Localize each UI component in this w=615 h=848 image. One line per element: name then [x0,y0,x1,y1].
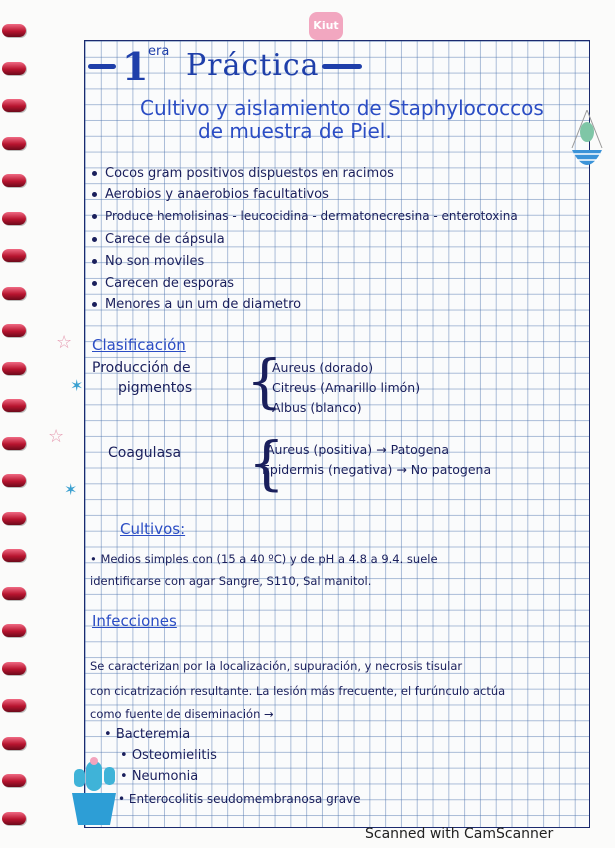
spiral-ring [2,624,26,637]
brand-logo: Kiut [309,12,343,40]
spiral-ring [2,812,26,825]
spiral-ring [2,774,26,787]
spiral-ring [2,512,26,525]
title-number: 1 [122,44,149,89]
hanging-plant-sticker [566,110,608,180]
feature-item: Menores a un um de diametro [92,297,301,312]
coag-item: Epidermis (negativa) → No patogena [262,462,492,477]
heading-cultivos: Cultivos: [120,520,186,538]
feature-item: Cocos gram positivos dispuestos en racimos [92,166,394,181]
star-icon: ☆ [56,332,73,353]
infeccion-item: • Osteomielitis [120,748,217,763]
page-title: Práctica [186,48,320,83]
pigment-label-1: Producción de [92,360,191,376]
subtitle-line-2: de muestra de Piel. [198,119,392,143]
pigment-item: Aureus (dorado) [272,360,374,375]
spiral-ring [2,24,26,37]
infeccion-item: • Neumonia [120,769,199,784]
feature-item: Carecen de esporas [92,276,234,291]
spiral-ring [2,549,26,562]
heading-clasificacion: Clasificación [92,336,186,354]
infeccion-item: • Bacteremia [104,727,191,742]
spiral-ring [2,249,26,262]
subtitle-line-1: Cultivo y aislamiento de Staphylococcos [140,96,544,120]
spiral-binding [0,0,40,848]
infecciones-line-1: Se caracterizan por la localización, supuración, y necrosis tisular [90,659,463,673]
spiral-ring [2,587,26,600]
title-underline-left [88,64,116,69]
star-icon: ☆ [48,426,65,447]
spiral-ring [2,287,26,300]
pigment-item: Citreus (Amarillo limón) [272,380,421,395]
infeccion-item: • Enterocolitis seudomembranosa grave [118,792,361,806]
coag-item: Aureus (positiva) → Patogena [266,442,450,457]
spiral-ring [2,737,26,750]
pigment-item: Albus (blanco) [272,400,362,415]
spiral-ring [2,362,26,375]
spiral-ring [2,399,26,412]
heading-infecciones: Infecciones [92,612,177,630]
spiral-ring [2,99,26,112]
spiral-ring [2,137,26,150]
infecciones-line-3: como fuente de diseminación → [90,707,274,721]
spiral-ring [2,474,26,487]
feature-item: Produce hemolisinas - leucocidina - dermatonecresina - enterotoxina [92,209,518,223]
cactus-pot-sticker [66,755,122,827]
title-underline-right [322,64,362,69]
cultivos-line-2: identificarse con agar Sangre, S110, Sal manitol. [90,574,372,588]
brace-coagulasa: { [248,429,285,497]
infecciones-line-2: con cicatrización resultante. La lesión más frecuente, el furúnculo actúa [90,684,506,698]
spiral-ring [2,699,26,712]
coagulasa-label: Coagulasa [108,445,182,461]
scanner-watermark: Scanned with CamScanner [365,826,554,842]
spiral-ring [2,212,26,225]
spiral-ring [2,437,26,450]
feature-item: Aerobios y anaerobios facultativos [92,187,329,202]
spiral-ring [2,174,26,187]
cultivos-line-1: • Medios simples con (15 a 40 ºC) y de pH a 4.8 a 9.4. suele [90,552,438,566]
feature-item: Carece de cápsula [92,232,225,247]
star-icon: ✶ [64,480,78,499]
spiral-ring [2,324,26,337]
pigment-label-2: pigmentos [118,380,193,396]
title-superscript: era [148,44,170,59]
star-icon: ✶ [70,376,84,395]
spiral-ring [2,662,26,675]
feature-item: No son moviles [92,254,204,269]
spiral-ring [2,62,26,75]
brace-pigment: { [246,347,283,415]
